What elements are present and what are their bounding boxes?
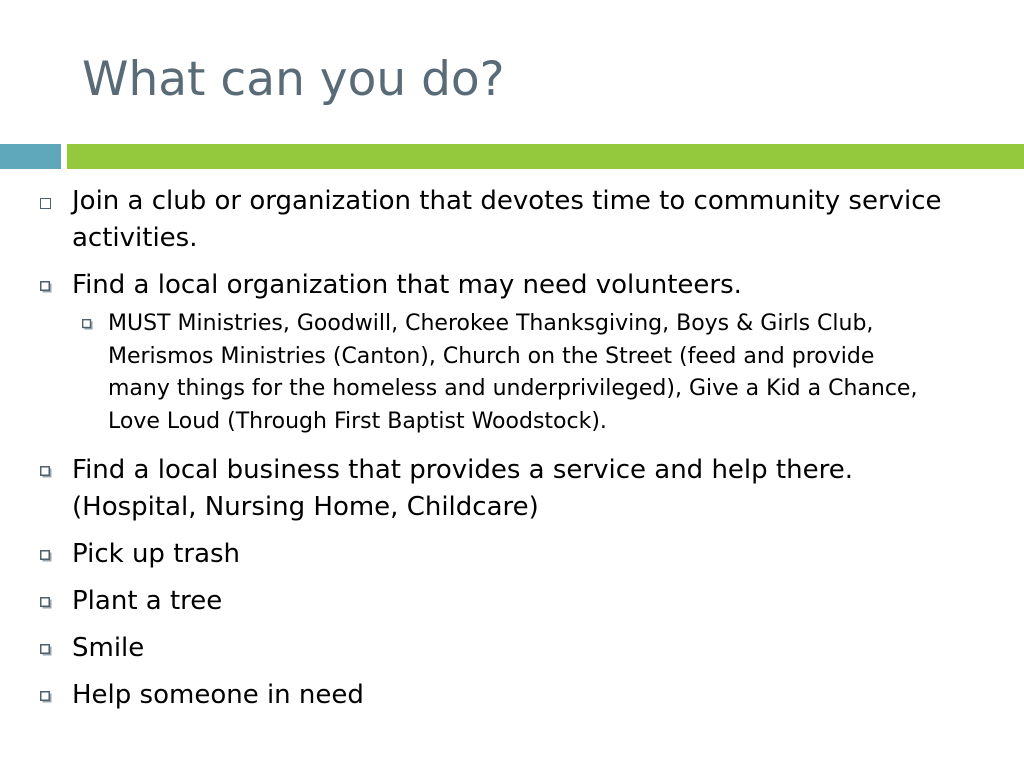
list-item-text: Plant a tree xyxy=(72,586,223,616)
title-rule xyxy=(67,144,1024,169)
shadowed-square-icon xyxy=(40,597,52,609)
list-item xyxy=(0,267,1024,304)
slide-title: What can you do? xyxy=(82,52,505,107)
shadowed-square-icon xyxy=(40,466,52,478)
list-item-text: Help someone in need xyxy=(72,680,364,710)
list-item xyxy=(0,630,1024,667)
sub-list-item xyxy=(0,308,1024,438)
shadowed-square-icon xyxy=(40,691,52,703)
list-item-text: Pick up trash xyxy=(72,539,241,569)
list-item-text: Find a local business that provides a service and help there. (Hospital, Nursing Home, Childcare) xyxy=(72,455,853,522)
list-item-text: Smile xyxy=(72,633,145,663)
bullet-list xyxy=(0,183,1024,724)
shadowed-square-icon xyxy=(40,281,52,293)
sub-list-item-text: MUST Ministries, Goodwill, Cherokee Thanksgiving, Boys & Girls Club, Merismos Ministries (Canton), Church on the Street (feed and provide many things for the homeless and underprivileged), Give a Kid a Chance, Love Loud (Through First Baptist Woodstock). xyxy=(108,311,918,434)
list-item xyxy=(0,536,1024,573)
list-item xyxy=(0,183,1024,257)
list-item xyxy=(0,452,1024,526)
list-item xyxy=(0,677,1024,714)
list-item xyxy=(0,583,1024,620)
hollow-square-icon xyxy=(40,198,51,209)
title-rule-accent xyxy=(0,144,61,169)
shadowed-square-icon xyxy=(40,644,52,656)
shadowed-square-icon xyxy=(40,550,52,562)
list-item-text: Find a local organization that may need volunteers. xyxy=(72,270,742,300)
list-item-text: Join a club or organization that devotes time to community service activities. xyxy=(72,186,942,253)
shadowed-square-icon xyxy=(82,319,93,330)
